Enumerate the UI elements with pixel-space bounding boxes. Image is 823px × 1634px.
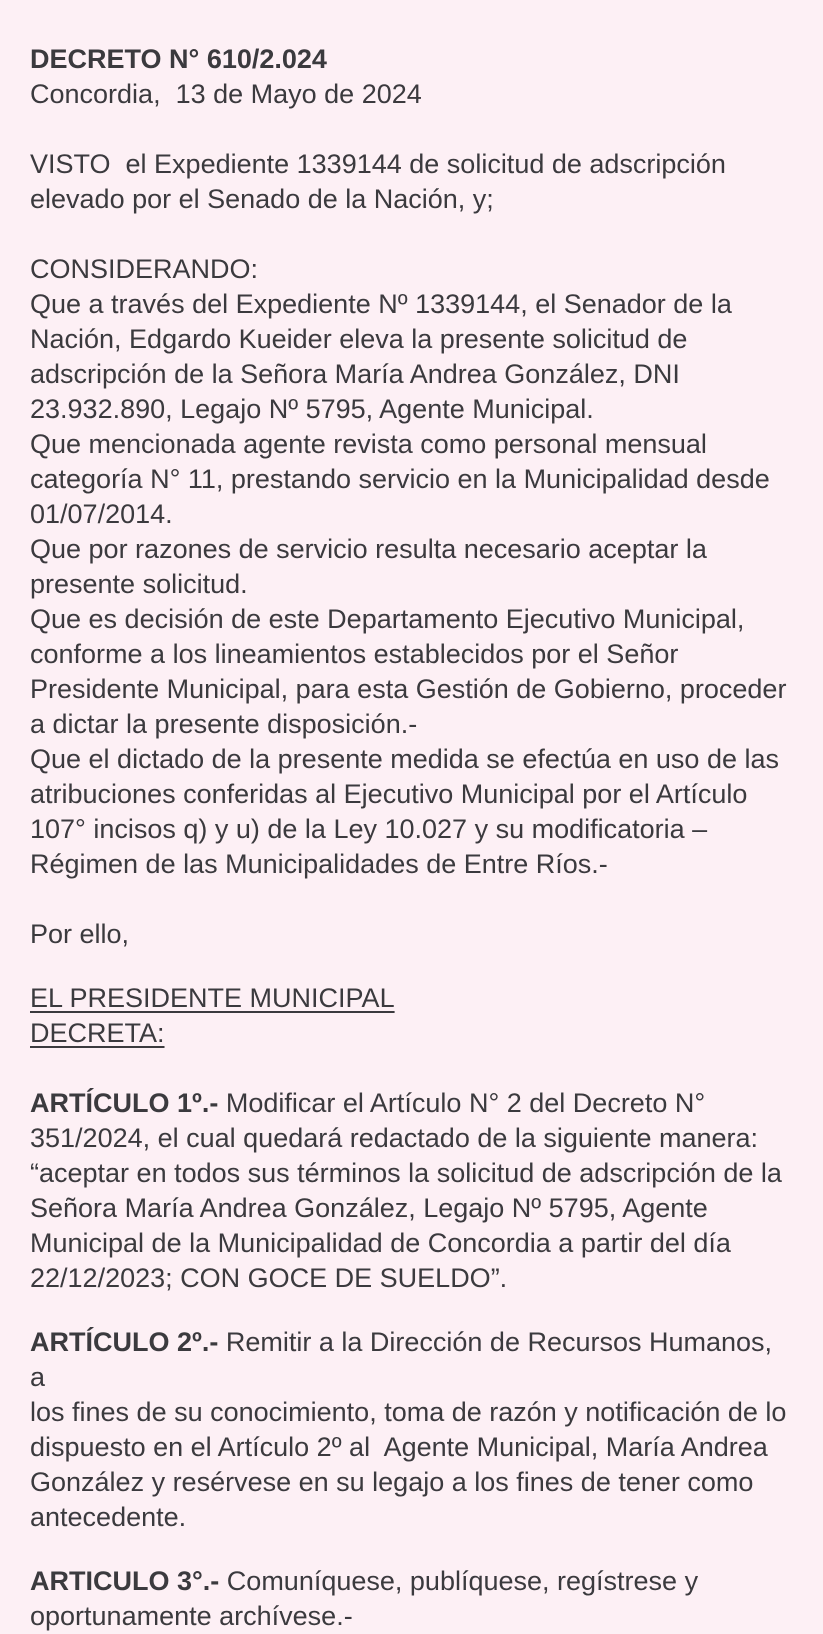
text-line: VISTO el Expediente 1339144 de solicitud de adscripción xyxy=(30,149,726,179)
text-line: 351/2024, el cual quedará redactado de la siguiente manera: xyxy=(30,1123,759,1153)
text-line: los fines de su conocimiento, toma de razón y notificación de lo xyxy=(30,1397,787,1427)
text-line: Régimen de las Municipalidades de Entre Ríos.- xyxy=(30,849,608,879)
article-2-section xyxy=(30,1325,787,1535)
text-line: presente solicitud. xyxy=(30,569,248,599)
text-line: Señora María Andrea González, Legajo Nº 5795, Agente xyxy=(30,1193,708,1223)
por-ello-line: Por ello, xyxy=(30,919,130,949)
article-3-first-line-text: Comuníquese, publíquese, regístrese y xyxy=(219,1566,699,1596)
article-1-lines xyxy=(30,1121,787,1296)
considerando-heading: CONSIDERANDO: xyxy=(30,254,259,284)
text-line: 22/12/2023; CON GOCE DE SUELDO”. xyxy=(30,1263,508,1293)
article-2-lines xyxy=(30,1395,787,1535)
decree-header xyxy=(30,42,787,112)
text-line: Presidente Municipal, para esta Gestión de Gobierno, proceder xyxy=(30,674,787,704)
text-line: González y resérvese en su legajo a los fines de tener como xyxy=(30,1467,754,1497)
article-1-first-line-text: Modificar el Artículo N° 2 del Decreto N° xyxy=(218,1088,706,1118)
text-line: conforme a los lineamientos establecidos por el Señor xyxy=(30,639,679,669)
text-line: atribuciones conferidas al Ejecutivo Municipal por el Artículo xyxy=(30,779,748,809)
article-3-section xyxy=(30,1564,787,1634)
decree-place-date: Concordia, 13 de Mayo de 2024 xyxy=(30,79,422,109)
authority-line: EL PRESIDENTE MUNICIPAL xyxy=(30,983,395,1013)
visto-section xyxy=(30,147,787,217)
text-line: Municipal de la Municipalidad de Concordia a partir del día xyxy=(30,1228,731,1258)
decree-title: DECRETO N° 610/2.024 xyxy=(30,44,327,74)
article-2-first-line xyxy=(30,1325,787,1395)
text-line: 23.932.890, Legajo Nº 5795, Agente Municipal. xyxy=(30,394,594,424)
text-line: adscripción de la Señora María Andrea González, DNI xyxy=(30,359,680,389)
por-ello-section xyxy=(30,917,787,952)
article-3-lines xyxy=(30,1599,787,1634)
text-line: Que es decisión de este Departamento Ejecutivo Municipal, xyxy=(30,604,745,634)
article-1-section xyxy=(30,1086,787,1296)
text-line: Que por razones de servicio resulta necesario aceptar la xyxy=(30,534,707,564)
text-line: Que mencionada agente revista como personal mensual xyxy=(30,429,707,459)
decreta-line: DECRETA: xyxy=(30,1018,165,1048)
text-line: antecedente. xyxy=(30,1502,187,1532)
text-line: 107° incisos q) y u) de la Ley 10.027 y su modificatoria – xyxy=(30,814,708,844)
article-1-first-line xyxy=(30,1086,787,1121)
article-3-first-line xyxy=(30,1564,787,1599)
article-1-label: ARTÍCULO 1º.- xyxy=(30,1088,219,1118)
text-line: a dictar la presente disposición.- xyxy=(30,709,418,739)
text-line: oportunamente archívese.- xyxy=(30,1601,353,1631)
article-3-label: ARTICULO 3°.- xyxy=(30,1566,220,1596)
text-line: categoría N° 11, prestando servicio en la Municipalidad desde xyxy=(30,464,770,494)
text-line: “aceptar en todos sus términos la solicitud de adscripción de la xyxy=(30,1158,782,1188)
considerando-lines xyxy=(30,287,787,882)
text-line: Nación, Edgardo Kueider eleva la presente solicitud de xyxy=(30,324,688,354)
text-line: 01/07/2014. xyxy=(30,499,173,529)
text-line: elevado por el Senado de la Nación, y; xyxy=(30,184,494,214)
enacting-clause-section xyxy=(30,981,787,1051)
text-line: dispuesto en el Artículo 2º al Agente Municipal, María Andrea xyxy=(30,1432,768,1462)
visto-lines xyxy=(30,147,787,217)
text-line: Que el dictado de la presente medida se efectúa en uso de las xyxy=(30,744,779,774)
text-line: Que a través del Expediente Nº 1339144, el Senador de la xyxy=(30,289,732,319)
considerando-section xyxy=(30,252,787,882)
article-2-first-line-text: Remitir a la Dirección de Recursos Humanos, a xyxy=(30,1327,780,1392)
article-2-label: ARTÍCULO 2º.- xyxy=(30,1327,219,1357)
